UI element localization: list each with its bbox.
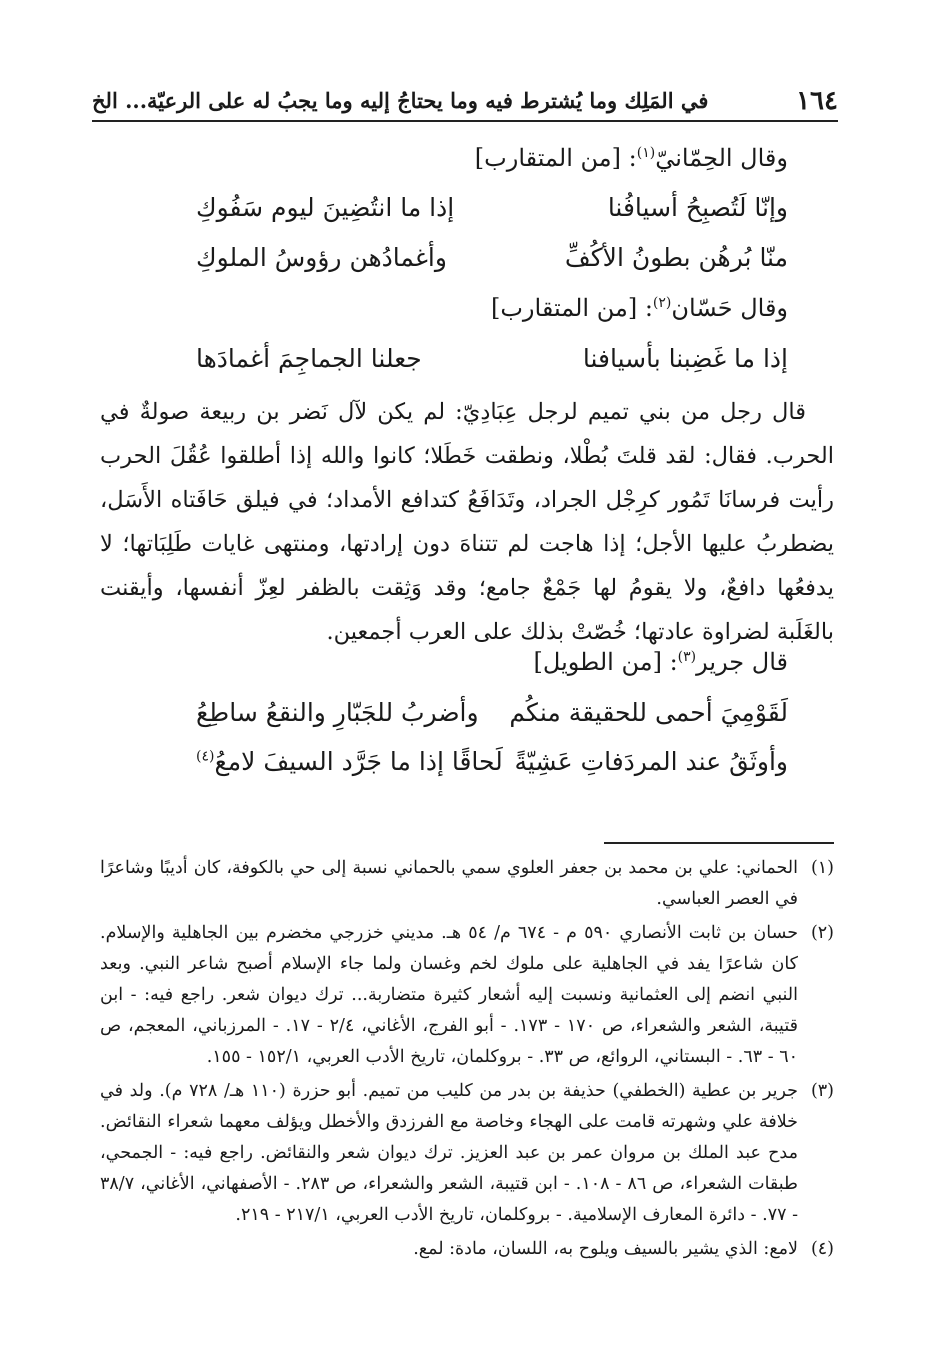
footnote-divider bbox=[604, 842, 834, 844]
footnotes bbox=[100, 853, 834, 1268]
poem3-verse2-second-hemistich: لَحاقًا إذا ما جَرَّد السيفَ لامعُ$^{(٤)}$ bbox=[196, 747, 503, 776]
prose-paragraph: قال رجل من بني تميم لرجل عِبَادِيّ: لم يكن لآل نَضر بن ربيعة صولةٌ في الحرب. فقال: لقد قلتَ بُطْلا، ونطقت خَطَلا؛ كانوا والله إذا أطلقوا عُقُلَ الحرب رأيت فرسانَا تَمُور كرِجْل الجراد، وتَدَافَعُ كتدافع الأمداد؛ في فيلق حَافَتاه الأَسَل، يضطربُ عليها الأجل؛ إذا هاجت لم تتناهَ دون إرادتها، ومنتهى غايات طَلِبَاتها؛ لا يدفعُها دافعٌ، ولا يقومُ لها جَمْعٌ جامع؛ وقد وَثِقت بالظفر لعِزّ أنفسها، وأيقنت بالغَلَبة لضراوة عادتها؛ خُصّتْ بذلك على العرب أجمعين. bbox=[100, 399, 834, 645]
poem2-verse1-second-hemistich: جعلنا الجماجِمَ أغمادَها bbox=[196, 344, 422, 373]
footnote-number: (٤) bbox=[810, 1239, 834, 1259]
page-number: ١٦٤ bbox=[796, 86, 838, 116]
poem3-verse2-first-hemistich: وأوثَقُ عند المردَفاتِ عَشِيّةً bbox=[514, 747, 788, 776]
running-title: في المَلِك وما يُشترط فيه وما يحتاجُ إليه وما يجبُ له على الرعيّة... الخ bbox=[92, 88, 709, 113]
poem3-verse1-second-hemistich: وأضربُ للجَبّارِ والنقعُ ساطِعُ bbox=[196, 698, 479, 727]
poem2-verse1-first-hemistich: إذا ما غَضِبنا بأسيافنا bbox=[582, 344, 788, 373]
footnote-ref-3[interactable]: (٣) bbox=[677, 649, 697, 665]
footnote-number: (٢) bbox=[810, 923, 834, 943]
footnote-text: لامع: الذي يشير بالسيف ويلوح به، اللسان، مادة: لمع. bbox=[413, 1239, 798, 1259]
footnote-3 bbox=[100, 1076, 834, 1231]
poem1-verse2-first-hemistich: منّا بُرهُن بطونُ الأكُفِّ bbox=[564, 243, 788, 272]
footnote-2 bbox=[100, 918, 834, 1073]
footnote-text: جرير بن عطية (الخطفي) حذيفة بن بدر من كليب من تميم. أبو حزرة (١١٠ هـ/ ٧٢٨ م). ولد في خلافة علي وشهرته قامت على الهجاء وخاصة مع الفرزدق والأخطل ويؤلف معهما شعراء النقائض. مدح عبد الملك بن مروان عمر بن عبد العزيز. ترك ديوان شعر والنقائض. راجع فيه: - الجمحي، طبقات الشعراء، ص ٨٦ - ١٠٨. - ابن قتيبة، الشعر والشعراء، ص ٢٨٣. - الأصفهاني، الأغاني، ٣٨/٧ - ٧٧. - دائرة المعارف الإسلامية. - بروكلمان، تاريخ الأدب العربي، ٢١٧/١ - ٢١٩. bbox=[100, 1081, 798, 1225]
poem3-verse1-first-hemistich: لَقَوْمِيَ أحمى للحقيقة منكُم bbox=[509, 698, 788, 727]
poem1-intro: وقال الحِمّانيّ$^{(١)}$: [من المتقارب] bbox=[474, 144, 788, 172]
poem3-intro: قال جرير$^{(٣)}$: [من الطويل] bbox=[533, 648, 788, 676]
footnote-ref-2[interactable]: (٢) bbox=[652, 295, 672, 311]
footnote-1 bbox=[100, 853, 834, 915]
poem2-intro: وقال حَسّان$^{(٢)}$: [من المتقارب] bbox=[490, 294, 788, 322]
poem1-verse2-second-hemistich: وأغمادُهن رؤوسُ الملوكِ bbox=[196, 243, 447, 272]
poem1-verse1-second-hemistich: إذا ما انتُضِينَ ليوم سَفُوكِ bbox=[196, 193, 455, 222]
footnote-number: (١) bbox=[810, 858, 834, 878]
footnote-4 bbox=[100, 1234, 834, 1265]
footnote-number: (٣) bbox=[810, 1081, 834, 1101]
footnote-text: حسان بن ثابت الأنصاري ٥٩٠ م - ٦٧٤ م/ ٥٤ هـ. مديني خزرجي مخضرم بين الجاهلية والإسلام. كان شاعرًا يفد في الجاهلية على ملوك لخم وغسان ولما جاء الإسلام أصبح شاعر النبي. وبعد النبي انضم إلى العثمانية ونسبت إليه أشعار كثيرة متضاربة... ترك ديوان شعر. راجع فيه: - ابن قتيبة، الشعر والشعراء، ص ١٧٠ - ١٧٣. - أبو الفرج، الأغاني، ٢/٤ - ١٧. - المرزباني، المعجم، ص ٦٠ - ٦٣. - البستاني، الروائع، ص ٣٣. - بروكلمان، تاريخ الأدب العربي، ١٥٢/١ - ١٥٥. bbox=[100, 923, 799, 1067]
footnote-ref-1[interactable]: (١) bbox=[636, 145, 656, 161]
footnote-text: الحماني: علي بن محمد بن جعفر العلوي سمي بالحماني نسبة إلى حي بالكوفة، كان أديبًا وشاعرًا في العصر العباسي. bbox=[100, 858, 798, 909]
poem1-verse1-first-hemistich: وإنّا لَتُصبِحُ أسيافُنا bbox=[607, 193, 788, 222]
footnote-ref-4[interactable]: (٤) bbox=[196, 748, 215, 765]
running-header bbox=[92, 84, 838, 122]
